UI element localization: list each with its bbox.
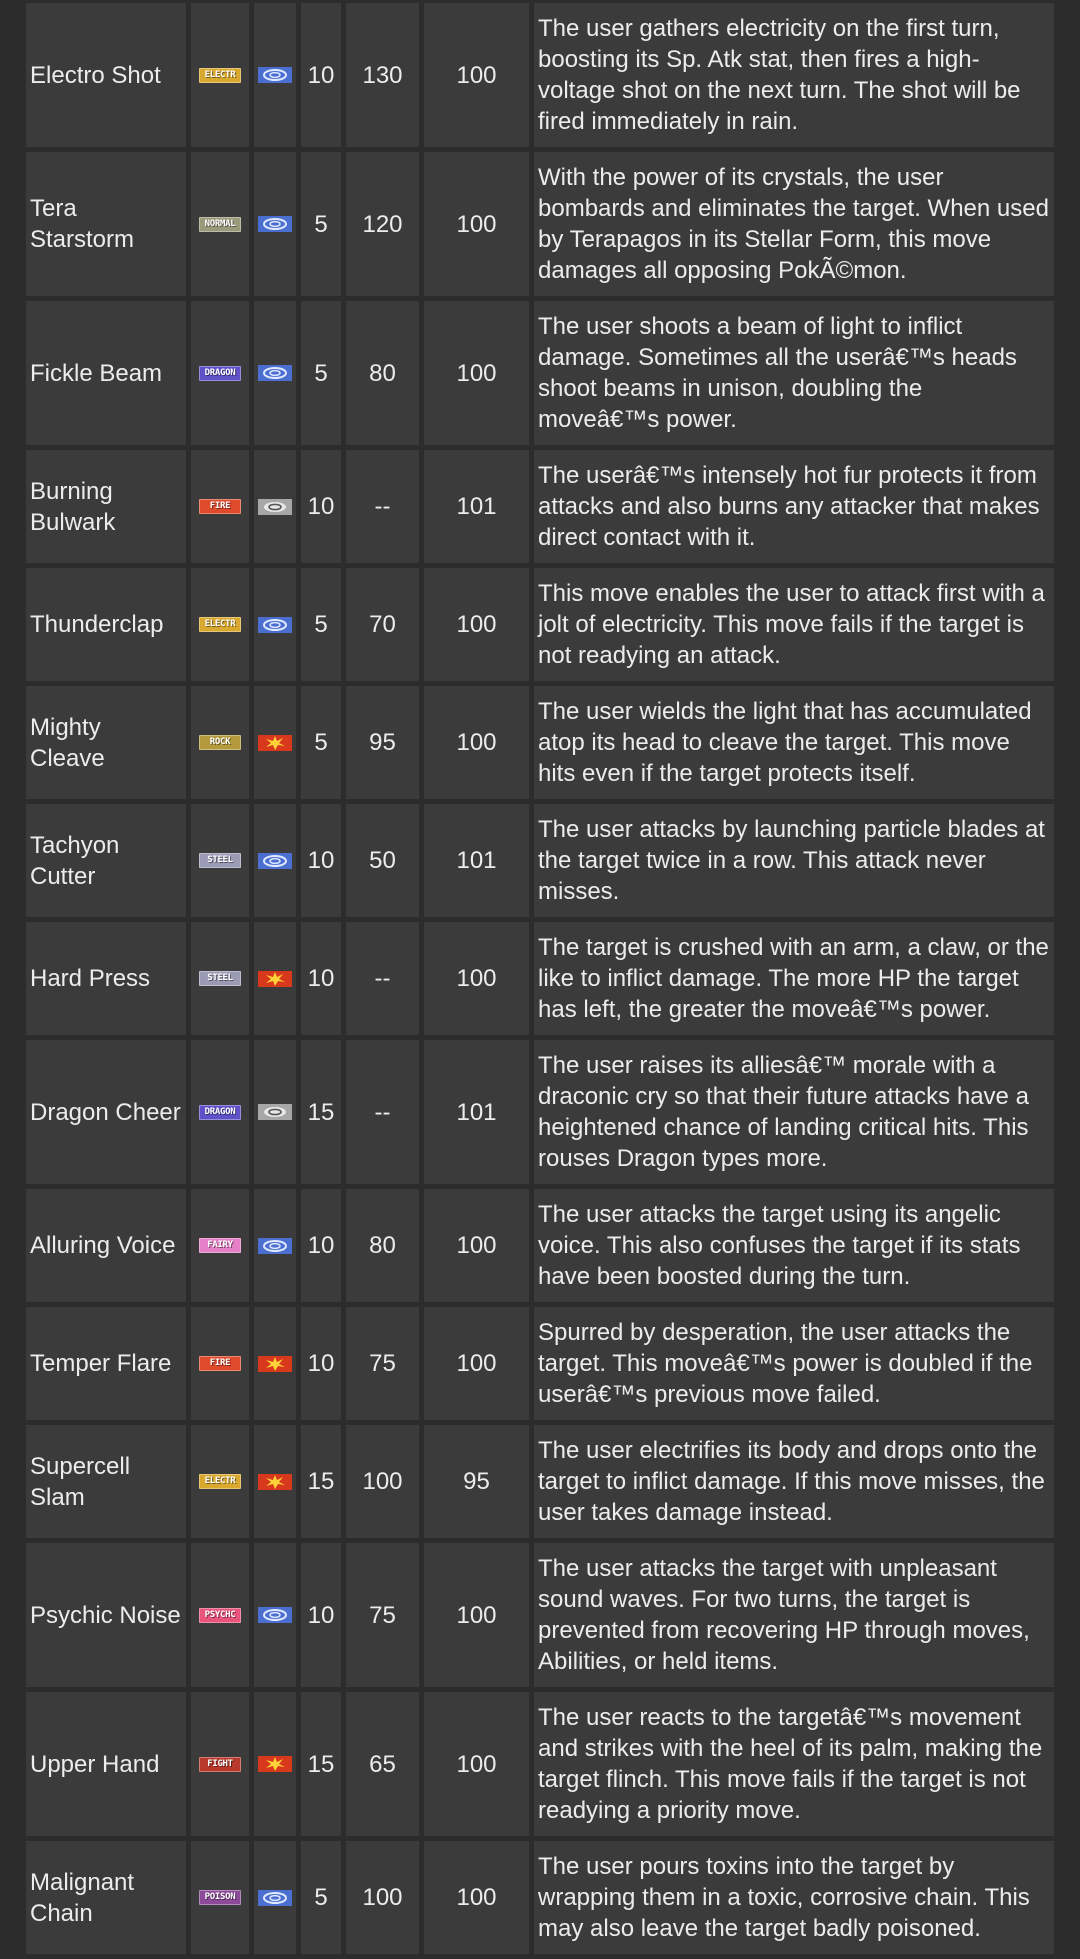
special-category-icon xyxy=(258,617,292,633)
move-row xyxy=(26,1307,1054,1420)
moves-table xyxy=(26,3,1054,1959)
category-cell xyxy=(254,1040,296,1184)
physical-category-icon xyxy=(258,1474,292,1490)
category-cell xyxy=(254,1425,296,1538)
move-name: Alluring Voice xyxy=(26,1189,186,1302)
move-accuracy: 100 xyxy=(424,1307,529,1420)
type-badge: NORMAL xyxy=(199,217,241,232)
move-pp: 5 xyxy=(301,568,341,681)
move-description: The user reacts to the targetâ€™s movement and strikes with the heel of its palm, making the target flinch. This move fails if the target is not readying a priority move. xyxy=(534,1692,1054,1836)
move-power: 80 xyxy=(346,1189,419,1302)
type-cell xyxy=(191,3,249,147)
move-description: The user attacks by launching particle blades at the target twice in a row. This attack never misses. xyxy=(534,804,1054,917)
move-accuracy: 100 xyxy=(424,1841,529,1954)
move-accuracy: 100 xyxy=(424,1189,529,1302)
move-pp: 5 xyxy=(301,686,341,799)
type-badge: STEEL xyxy=(199,971,241,986)
type-cell xyxy=(191,1189,249,1302)
move-row xyxy=(26,804,1054,917)
move-pp: 10 xyxy=(301,922,341,1035)
move-accuracy: 100 xyxy=(424,1543,529,1687)
type-cell xyxy=(191,1040,249,1184)
move-accuracy: 95 xyxy=(424,1425,529,1538)
physical-category-icon xyxy=(258,1756,292,1772)
move-name: Dragon Cheer xyxy=(26,1040,186,1184)
move-description: The user raises its alliesâ€™ morale with a draconic cry so that their future attacks have a heightened chance of landing critical hits. This rouses Dragon types more. xyxy=(534,1040,1054,1184)
move-power: 120 xyxy=(346,152,419,296)
type-badge: DRAGON xyxy=(199,1105,241,1120)
physical-category-icon xyxy=(258,971,292,987)
special-category-icon xyxy=(258,216,292,232)
move-name: Supercell Slam xyxy=(26,1425,186,1538)
move-description: The user pours toxins into the target by wrapping them in a toxic, corrosive chain. This may also leave the target badly poisoned. xyxy=(534,1841,1054,1954)
category-cell xyxy=(254,686,296,799)
move-description: With the power of its crystals, the user bombards and eliminates the target. When used by Terapagos in its Stellar Form, this move damages all opposing PokÃ©mon. xyxy=(534,152,1054,296)
move-accuracy: 100 xyxy=(424,568,529,681)
move-accuracy: 101 xyxy=(424,1040,529,1184)
move-name: Thunderclap xyxy=(26,568,186,681)
category-cell xyxy=(254,1543,296,1687)
type-badge: ELECTR xyxy=(199,68,241,83)
type-badge: DRAGON xyxy=(199,366,241,381)
move-name: Tera Starstorm xyxy=(26,152,186,296)
special-category-icon xyxy=(258,67,292,83)
type-cell xyxy=(191,1692,249,1836)
move-power: 130 xyxy=(346,3,419,147)
type-cell xyxy=(191,568,249,681)
move-name: Mighty Cleave xyxy=(26,686,186,799)
move-power: 100 xyxy=(346,1841,419,1954)
move-power: 75 xyxy=(346,1543,419,1687)
category-cell xyxy=(254,568,296,681)
move-pp: 10 xyxy=(301,3,341,147)
move-row xyxy=(26,1692,1054,1836)
category-cell xyxy=(254,1307,296,1420)
move-power: -- xyxy=(346,1040,419,1184)
type-cell xyxy=(191,1425,249,1538)
type-cell xyxy=(191,301,249,445)
move-pp: 15 xyxy=(301,1692,341,1836)
type-badge: FIRE xyxy=(199,1356,241,1371)
category-cell xyxy=(254,804,296,917)
move-power: 80 xyxy=(346,301,419,445)
category-cell xyxy=(254,301,296,445)
special-category-icon xyxy=(258,853,292,869)
move-power: 95 xyxy=(346,686,419,799)
move-pp: 5 xyxy=(301,1841,341,1954)
type-badge: ROCK xyxy=(199,735,241,750)
type-badge: FAIRY xyxy=(199,1238,241,1253)
move-row xyxy=(26,568,1054,681)
move-accuracy: 100 xyxy=(424,686,529,799)
type-badge: FIRE xyxy=(199,499,241,514)
move-power: 75 xyxy=(346,1307,419,1420)
move-description: The user gathers electricity on the first turn, boosting its Sp. Atk stat, then fires a high-voltage shot on the next turn. The shot will be fired immediately in rain. xyxy=(534,3,1054,147)
special-category-icon xyxy=(258,1890,292,1906)
type-cell xyxy=(191,686,249,799)
move-pp: 10 xyxy=(301,1189,341,1302)
move-row xyxy=(26,152,1054,296)
type-cell xyxy=(191,804,249,917)
move-pp: 10 xyxy=(301,1543,341,1687)
move-description: The userâ€™s intensely hot fur protects it from attacks and also burns any attacker that makes direct contact with it. xyxy=(534,450,1054,563)
move-description: The user electrifies its body and drops onto the target to inflict damage. If this move misses, the user takes damage instead. xyxy=(534,1425,1054,1538)
move-name: Malignant Chain xyxy=(26,1841,186,1954)
move-row xyxy=(26,3,1054,147)
move-pp: 5 xyxy=(301,301,341,445)
move-accuracy: 100 xyxy=(424,1692,529,1836)
move-row xyxy=(26,1543,1054,1687)
move-pp: 10 xyxy=(301,1307,341,1420)
special-category-icon xyxy=(258,1238,292,1254)
type-badge: ELECTR xyxy=(199,617,241,632)
move-description: This move enables the user to attack first with a jolt of electricity. This move fails if the target is not readying an attack. xyxy=(534,568,1054,681)
move-row xyxy=(26,1189,1054,1302)
move-accuracy: 100 xyxy=(424,301,529,445)
type-cell xyxy=(191,922,249,1035)
category-cell xyxy=(254,1692,296,1836)
move-description: The user wields the light that has accumulated atop its head to cleave the target. This move hits even if the target protects itself. xyxy=(534,686,1054,799)
physical-category-icon xyxy=(258,1356,292,1372)
category-cell xyxy=(254,1841,296,1954)
move-row xyxy=(26,450,1054,563)
type-badge: FIGHT xyxy=(199,1757,241,1772)
move-power: 70 xyxy=(346,568,419,681)
move-accuracy: 100 xyxy=(424,3,529,147)
move-name: Tachyon Cutter xyxy=(26,804,186,917)
move-name: Burning Bulwark xyxy=(26,450,186,563)
type-cell xyxy=(191,450,249,563)
move-pp: 10 xyxy=(301,450,341,563)
move-name: Temper Flare xyxy=(26,1307,186,1420)
special-category-icon xyxy=(258,1607,292,1623)
move-name: Psychic Noise xyxy=(26,1543,186,1687)
move-pp: 10 xyxy=(301,804,341,917)
move-power: 100 xyxy=(346,1425,419,1538)
type-cell xyxy=(191,1307,249,1420)
move-description: The user attacks the target with unpleasant sound waves. For two turns, the target is prevented from recovering HP through moves, Abilities, or held items. xyxy=(534,1543,1054,1687)
category-cell xyxy=(254,450,296,563)
move-power: 50 xyxy=(346,804,419,917)
move-accuracy: 101 xyxy=(424,804,529,917)
type-badge: POISON xyxy=(199,1890,241,1905)
move-row xyxy=(26,301,1054,445)
move-pp: 5 xyxy=(301,152,341,296)
move-accuracy: 101 xyxy=(424,450,529,563)
move-name: Upper Hand xyxy=(26,1692,186,1836)
special-category-icon xyxy=(258,365,292,381)
category-cell xyxy=(254,152,296,296)
move-row xyxy=(26,922,1054,1035)
category-cell xyxy=(254,922,296,1035)
move-description: The user attacks the target using its angelic voice. This also confuses the target if its stats have been boosted during the turn. xyxy=(534,1189,1054,1302)
type-cell xyxy=(191,1543,249,1687)
move-pp: 15 xyxy=(301,1040,341,1184)
type-badge: PSYCHC xyxy=(199,1608,241,1623)
type-badge: ELECTR xyxy=(199,1474,241,1489)
move-name: Electro Shot xyxy=(26,3,186,147)
move-accuracy: 100 xyxy=(424,152,529,296)
move-row xyxy=(26,686,1054,799)
move-power: 65 xyxy=(346,1692,419,1836)
status-category-icon xyxy=(258,1104,292,1120)
type-cell xyxy=(191,1841,249,1954)
move-description: The target is crushed with an arm, a claw, or the like to inflict damage. The more HP the target has left, the greater the moveâ€™s power. xyxy=(534,922,1054,1035)
move-power: -- xyxy=(346,450,419,563)
category-cell xyxy=(254,1189,296,1302)
physical-category-icon xyxy=(258,735,292,751)
type-cell xyxy=(191,152,249,296)
move-description: Spurred by desperation, the user attacks the target. This moveâ€™s power is doubled if the userâ€™s previous move failed. xyxy=(534,1307,1054,1420)
category-cell xyxy=(254,3,296,147)
move-row xyxy=(26,1841,1054,1954)
move-row xyxy=(26,1040,1054,1184)
move-power: -- xyxy=(346,922,419,1035)
move-accuracy: 100 xyxy=(424,922,529,1035)
move-description: The user shoots a beam of light to inflict damage. Sometimes all the userâ€™s heads shoot beams in unison, doubling the moveâ€™s power. xyxy=(534,301,1054,445)
move-pp: 15 xyxy=(301,1425,341,1538)
status-category-icon xyxy=(258,499,292,515)
type-badge: STEEL xyxy=(199,853,241,868)
move-row xyxy=(26,1425,1054,1538)
move-name: Hard Press xyxy=(26,922,186,1035)
move-name: Fickle Beam xyxy=(26,301,186,445)
